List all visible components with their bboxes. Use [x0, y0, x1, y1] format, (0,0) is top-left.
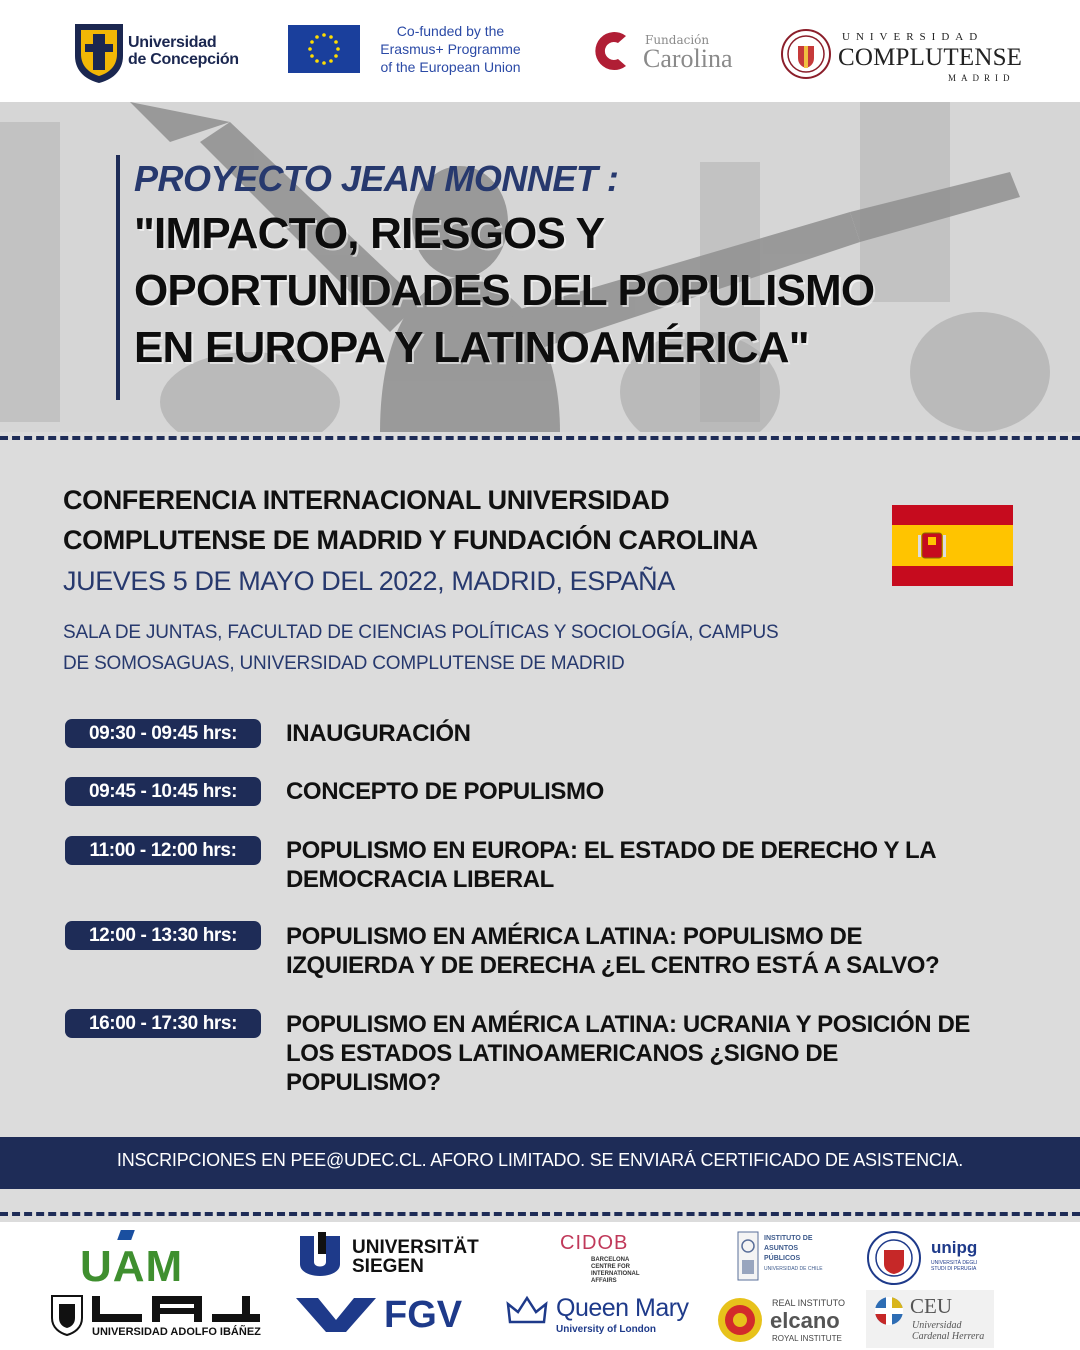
agenda-topic-line: IZQUIERDA Y DE DERECHA ¿EL CENTRO ESTÁ A SALVO? [286, 952, 940, 979]
iap-line3: PÚBLICOS [764, 1255, 801, 1262]
agenda-topic-line: POPULISMO EN EUROPA: EL ESTADO DE DERECHO Y LA [286, 837, 937, 864]
venue-line1: SALA DE JUNTAS, FACULTAD DE CIENCIAS POLÍTICAS Y SOCIOLOGÍA, CAMPUS [63, 622, 779, 643]
cidob-sub2: CENTRE FOR [591, 1264, 630, 1270]
erasmus-cofunding-text [368, 22, 533, 76]
queen-mary-name: Queen Mary [556, 1294, 689, 1322]
eu-flag-icon [288, 25, 360, 73]
ucm-crest-icon [780, 24, 832, 84]
agenda-topic-line: LOS ESTADOS LATINOAMERICANOS ¿SIGNO DE [286, 1040, 838, 1067]
agenda-time-badge: 12:00 - 13:30 hrs: [65, 921, 261, 950]
registration-text: INSCRIPCIONES EN PEE@UDEC.CL. AFORO LIMITADO. SE ENVIARÁ CERTIFICADO DE ASISTENCIA. [116, 1150, 964, 1170]
event-title-line2: OPORTUNIDADES DEL POPULISMO [134, 266, 875, 315]
cidob-wordmark: CIDOB [560, 1232, 629, 1254]
event-title-line3: EN EUROPA Y LATINOAMÉRICA" [134, 323, 809, 372]
uai-crest-icon [50, 1294, 84, 1336]
project-kicker: PROYECTO JEAN MONNET : [134, 158, 619, 199]
agenda-topic [286, 1010, 1026, 1097]
event-title [134, 205, 1034, 376]
agenda-topic-line: CONCEPTO DE POPULISMO [286, 778, 604, 805]
fundacion-carolina-logo-icon [592, 28, 634, 74]
agenda-topic-line: DEMOCRACIA LIBERAL [286, 866, 554, 893]
fgv-wordmark: FGV [384, 1294, 463, 1336]
elcano-line3: ROYAL INSTITUTE [772, 1334, 842, 1343]
carolina-label: Carolina [643, 44, 733, 73]
unipg-seal-icon [866, 1230, 922, 1286]
unipg-subtitle: UNIVERSITÀ DEGLI STUDI DI PERUGIA [931, 1260, 978, 1272]
dashed-divider [0, 1212, 1080, 1216]
agenda-topic-line: POPULISMO EN AMÉRICA LATINA: UCRANIA Y POSICIÓN DE [286, 1011, 971, 1038]
uai-name: UNIVERSIDAD ADOLFO IBÁÑEZ [92, 1326, 261, 1338]
queen-mary-subtitle: University of London [556, 1324, 656, 1335]
uam-accent-mark [117, 1230, 135, 1240]
iap-crest-icon [736, 1230, 760, 1282]
siegen-logo-icon [296, 1232, 344, 1280]
ceu-sub1: Universidad [912, 1320, 962, 1331]
event-title-line1: "IMPACTO, RIESGOS Y [134, 209, 605, 258]
agenda-time-badge: 16:00 - 17:30 hrs: [65, 1009, 261, 1038]
agenda-topic-line: INAUGURACIÓN [286, 720, 471, 747]
siegen-name [352, 1238, 479, 1276]
ceu-subtitle [912, 1320, 984, 1342]
ceu-wordmark: CEU [910, 1294, 952, 1318]
cidob-sub3: INTERNATIONAL [591, 1271, 640, 1277]
cidob-subtitle [591, 1257, 640, 1285]
conference-venue [63, 617, 863, 679]
spain-flag-icon [892, 505, 1013, 586]
elcano-line1: REAL INSTITUTO [772, 1298, 846, 1308]
conference-title [63, 480, 863, 560]
agenda-topic [286, 836, 1026, 894]
ceu-cross-icon [874, 1296, 904, 1326]
agenda-topic-line: POPULISMO EN AMÉRICA LATINA: POPULISMO DE [286, 923, 863, 950]
iap-line2: ASUNTOS [764, 1245, 799, 1252]
uai-wordmark-icon [92, 1294, 260, 1324]
dashed-divider [0, 436, 1080, 440]
fundacion-label: Fundación [645, 33, 710, 47]
siegen-line1: UNIVERSITÄT [352, 1237, 479, 1258]
queen-mary-crown-icon [506, 1294, 548, 1326]
ucm-complutense-label: COMPLUTENSE [838, 44, 1023, 71]
udec-name [128, 34, 239, 68]
venue-line2: DE SOMOSAGUAS, UNIVERSIDAD COMPLUTENSE DE MADRID [63, 653, 625, 674]
ucm-universidad-label: UNIVERSIDAD [842, 31, 984, 43]
cidob-sub1: BARCELONA [591, 1257, 630, 1263]
eu-line1: Co-funded by the [396, 23, 505, 39]
cidob-sub4: AFFAIRS [591, 1278, 617, 1284]
udec-name-line1: Universidad [128, 34, 217, 51]
uam-logo: UAM [80, 1242, 184, 1291]
eu-line3: of the European Union [380, 59, 521, 75]
iap-line4: UNIVERSIDAD DE CHILE [764, 1266, 823, 1272]
agenda-time-badge: 09:30 - 09:45 hrs: [65, 719, 261, 748]
agenda-time-badge: 11:00 - 12:00 hrs: [65, 836, 261, 865]
title-accent-bar [116, 155, 120, 400]
conference-title-line1: CONFERENCIA INTERNACIONAL UNIVERSIDAD [63, 485, 670, 515]
conference-date: JUEVES 5 DE MAYO DEL 2022, MADRID, ESPAÑA [63, 566, 675, 596]
iap-line1: INSTITUTO DE [764, 1235, 813, 1242]
agenda-topic-line: POPULISMO? [286, 1069, 441, 1096]
agenda-time-badge: 09:45 - 10:45 hrs: [65, 777, 261, 806]
siegen-line2: SIEGEN [352, 1256, 424, 1277]
fgv-mark-icon [296, 1298, 376, 1332]
ucm-madrid-label: MADRID [948, 73, 1015, 83]
elcano-wordmark: elcano [770, 1308, 840, 1333]
unipg-wordmark: unipg [931, 1238, 978, 1257]
conference-title-line2: COMPLUTENSE DE MADRID Y FUNDACIÓN CAROLINA [63, 525, 758, 555]
udec-shield-icon [73, 22, 125, 84]
partner-logos-footer [0, 1222, 1080, 1350]
agenda-topic [286, 719, 1026, 748]
eu-line2: Erasmus+ Programme [380, 41, 521, 57]
agenda-topic [286, 922, 1026, 980]
agenda-topic [286, 777, 1026, 806]
iap-name [764, 1234, 823, 1274]
udec-name-line2: de Concepción [128, 51, 239, 68]
elcano-emblem-icon [716, 1296, 764, 1344]
ceu-sub2: Cardenal Herrera [912, 1331, 985, 1342]
